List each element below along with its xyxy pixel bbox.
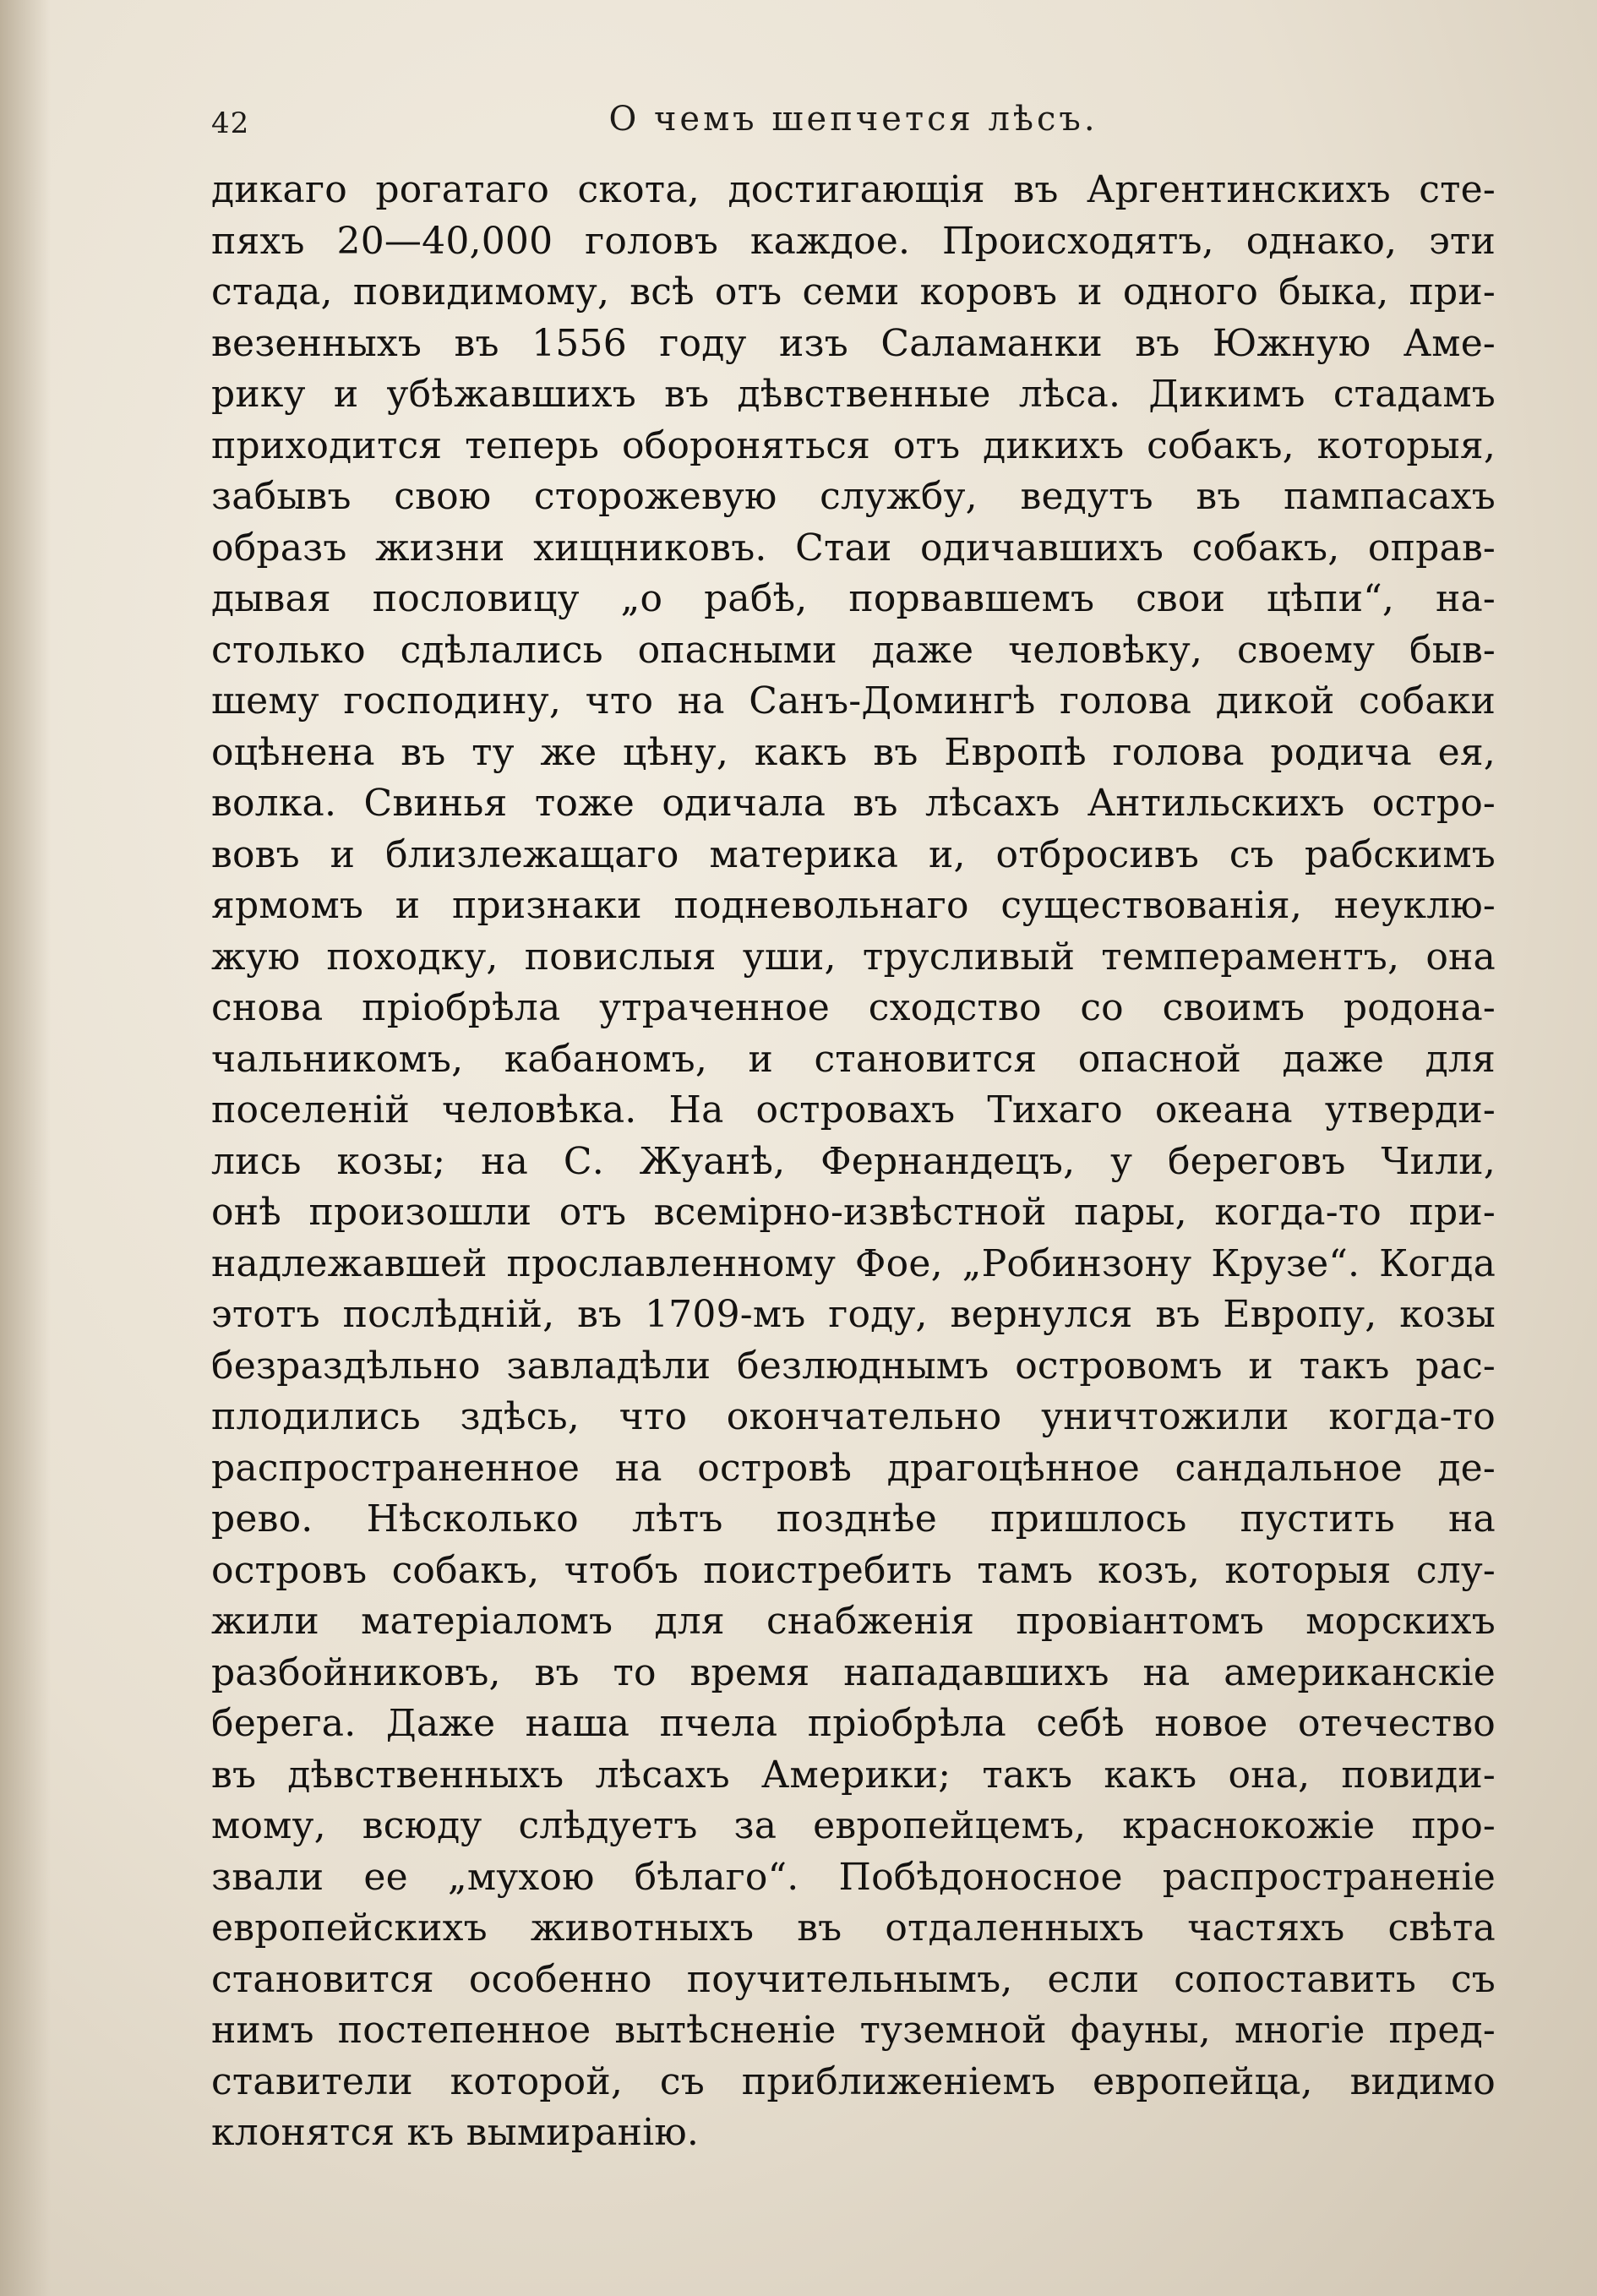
- page-shadow-edge: [0, 0, 51, 2296]
- text-line: шему господину, что на Санъ-Домингѣ голова дикой собаки: [211, 679, 1496, 723]
- text-line: пяхъ 20—40,000 головъ каждое. Происходятъ, однако, эти: [211, 219, 1496, 263]
- text-line: ярмомъ и признаки подневольнаго существованія, неуклю-: [211, 884, 1496, 927]
- text-line: приходится теперь обороняться отъ дикихъ собакъ, которыя,: [211, 423, 1496, 467]
- text-line: мому, всюду слѣдуетъ за европейцемъ, краснокожіе про-: [211, 1804, 1496, 1847]
- text-line: европейскихъ животныхъ въ отдаленныхъ частяхъ свѣта: [211, 1906, 1496, 1950]
- text-line: берега. Даже наша пчела пріобрѣла себѣ новое отечество: [211, 1702, 1496, 1745]
- text-line: стада, повидимому, всѣ отъ семи коровъ и одного быка, при-: [211, 270, 1496, 314]
- text-line-last: клонятся къ вымиранію.: [211, 2111, 700, 2154]
- text-line: дикаго рогатаго скота, достигающія въ Аргентинскихъ сте-: [211, 168, 1496, 211]
- text-line: дывая пословицу „о рабѣ, порвавшемъ свои цѣпи“, на-: [211, 577, 1496, 620]
- text-line: лись козы; на С. Жуанѣ, Фернандецъ, у береговъ Чили,: [211, 1139, 1496, 1183]
- text-line: везенныхъ въ 1556 году изъ Саламанки въ Южную Аме-: [211, 321, 1496, 365]
- text-line: оцѣнена въ ту же цѣну, какъ въ Европѣ голова родича ея,: [211, 730, 1496, 774]
- page-header: [211, 100, 1496, 150]
- text-line: жую походку, повислыя уши, трусливый темпераментъ, она: [211, 935, 1496, 979]
- text-line: плодились здѣсь, что окончательно уничтожили когда-то: [211, 1395, 1496, 1438]
- text-line: этотъ послѣдній, въ 1709-мъ году, вернулся въ Европу, козы: [211, 1293, 1496, 1336]
- text-line: онѣ произошли отъ всемірно-извѣстной пары, когда-то при-: [211, 1191, 1496, 1234]
- text-line: вовъ и близлежащаго материка и, отбросивъ съ рабскимъ: [211, 832, 1496, 876]
- text-line: снова пріобрѣла утраченное сходство со своимъ родона-: [211, 986, 1496, 1029]
- text-line: чальникомъ, кабаномъ, и становится опасной даже для: [211, 1037, 1496, 1081]
- running-title: О чемъ шепчется лѣсъ.: [608, 100, 1098, 139]
- text-line: безраздѣльно завладѣли безлюднымъ островомъ и такъ рас-: [211, 1344, 1496, 1388]
- text-line: въ дѣвственныхъ лѣсахъ Америки; такъ какъ она, повиди-: [211, 1753, 1496, 1797]
- text-line: рику и убѣжавшихъ въ дѣвственные лѣса. Дикимъ стадамъ: [211, 373, 1496, 416]
- text-line: столько сдѣлались опасными даже человѣку, своему быв-: [211, 628, 1496, 672]
- text-line: забывъ свою сторожевую службу, ведутъ въ пампасахъ: [211, 475, 1496, 518]
- text-line: надлежавшей прославленному Фое, „Робинзону Крузе“. Когда: [211, 1241, 1496, 1285]
- body-text: [211, 165, 1496, 2159]
- text-line: островъ собакъ, чтобъ поистребить тамъ козъ, которыя слу-: [211, 1548, 1496, 1592]
- text-line: жили матеріаломъ для снабженія провіантомъ морскихъ: [211, 1600, 1496, 1643]
- text-line: становится особенно поучительнымъ, если сопоставить съ: [211, 1957, 1496, 2001]
- text-line: разбойниковъ, въ то время нападавшихъ на американскіе: [211, 1650, 1496, 1694]
- text-line: распространенное на островѣ драгоцѣнное сандальное де-: [211, 1446, 1496, 1490]
- text-line: нимъ постепенное вытѣсненіе туземной фауны, многіе пред-: [211, 2009, 1496, 2052]
- text-line: рево. Нѣсколько лѣтъ позднѣе пришлось пустить на: [211, 1497, 1496, 1541]
- text-line: образъ жизни хищниковъ. Стаи одичавшихъ собакъ, оправ-: [211, 526, 1496, 570]
- text-line: звали ее „мухою бѣлаго“. Побѣдоносное распространеніе: [211, 1855, 1496, 1899]
- text-line: поселеній человѣка. На островахъ Тихаго океана утверди-: [211, 1088, 1496, 1132]
- page-number: 42: [211, 106, 250, 140]
- text-line: ставители которой, съ приближеніемъ европейца, видимо: [211, 2059, 1496, 2103]
- text-line: волка. Свинья тоже одичала въ лѣсахъ Антильскихъ остро-: [211, 782, 1496, 825]
